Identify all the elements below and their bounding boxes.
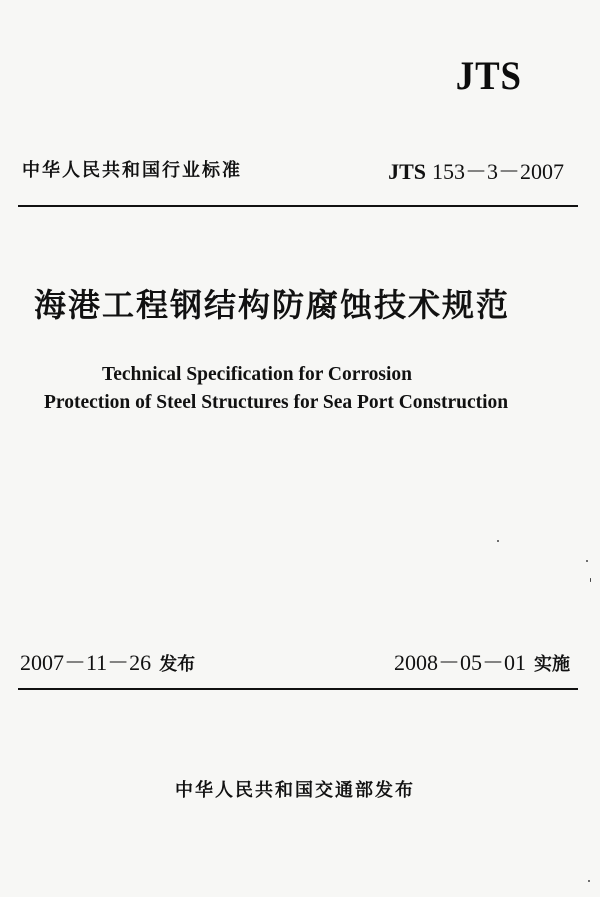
scan-speck [497, 540, 499, 542]
scan-speck [588, 880, 590, 882]
issue-date: 2007－11－26 [20, 650, 152, 675]
top-divider [18, 205, 578, 207]
publisher: 中华人民共和国交通部发布 [175, 780, 415, 801]
issue-label: 发布 [159, 654, 196, 675]
effective-date-block [394, 646, 570, 677]
bottom-divider [18, 688, 578, 690]
document-title-chinese: 海港工程钢结构防腐蚀技术规范 [34, 286, 511, 324]
effective-date: 2008－05－01 [393, 650, 526, 675]
standard-code-number: 153－3－2007 [431, 159, 564, 184]
standard-code [388, 155, 564, 186]
effective-label: 实施 [534, 654, 570, 675]
document-title-english-line1: Technical Specification for Corrosion [102, 364, 413, 385]
scan-speck [586, 560, 588, 562]
document-title-english-line2: Protection of Steel Structures for Sea Port Construction [44, 392, 509, 413]
standard-code-prefix: JTS [388, 159, 426, 184]
issue-date-block [20, 646, 195, 677]
scan-speck [590, 578, 591, 582]
standard-category: 中华人民共和国行业标准 [22, 160, 242, 181]
standard-logo: JTS [455, 53, 522, 98]
